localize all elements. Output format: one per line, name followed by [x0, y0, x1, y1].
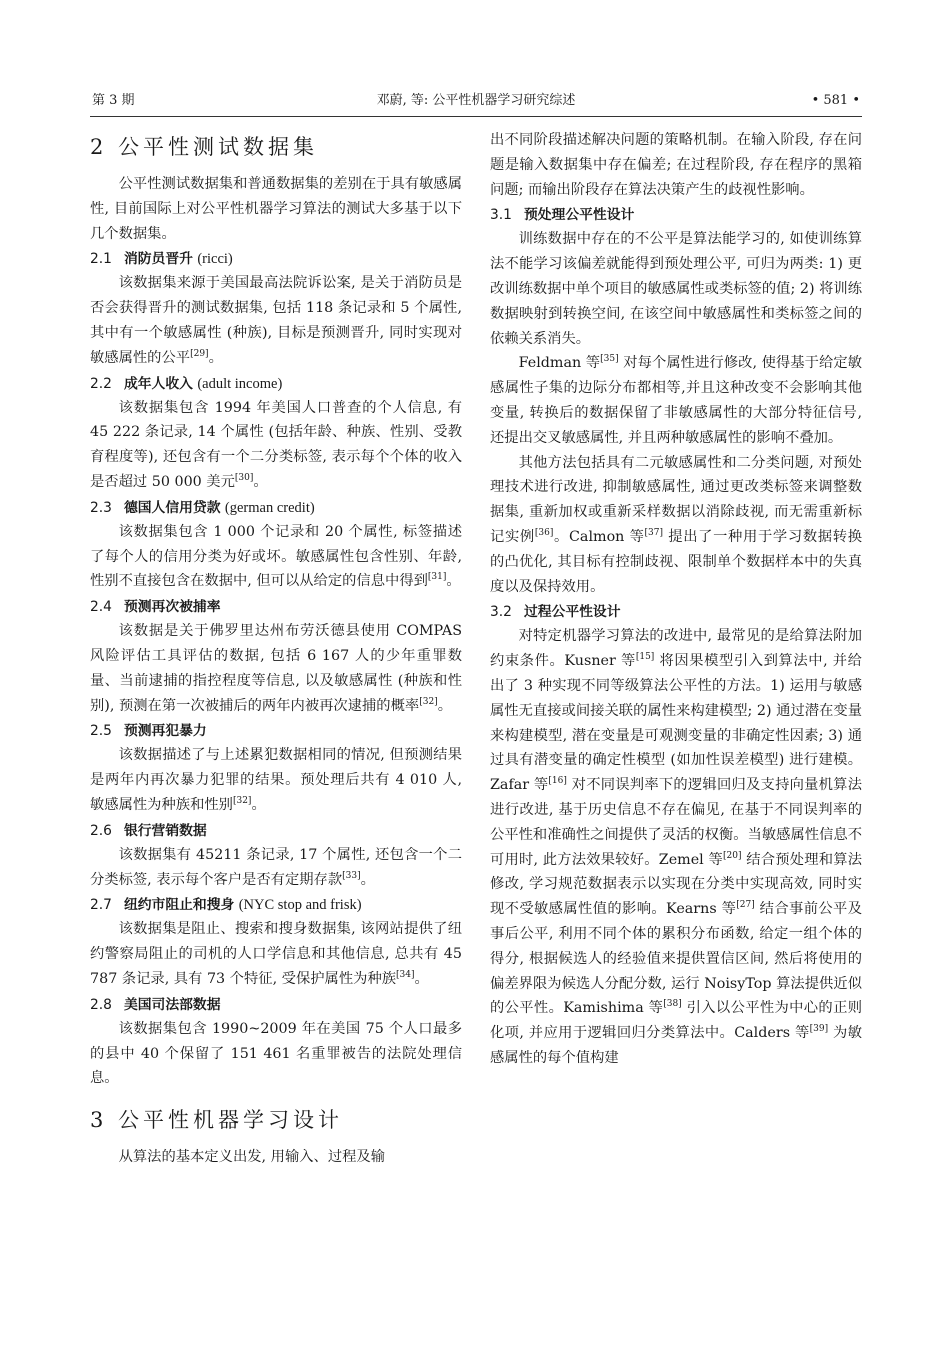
subsection-2-6-heading — [90, 819, 462, 843]
subsection-english: (ricci) — [197, 251, 233, 268]
citation[interactable]: [37] — [644, 527, 664, 538]
subsection-number: 3.1 — [490, 207, 512, 224]
subsection-title: 纽约市阻止和搜身 — [123, 897, 235, 914]
citation[interactable]: [32] — [419, 696, 438, 707]
subsection-2-3-heading — [90, 496, 462, 520]
subsection-2-7-heading — [90, 893, 462, 917]
citation[interactable]: [38] — [663, 999, 682, 1010]
paragraph: 该数据集包含 1 000 个记录和 20 个属性, 标签描述了每个人的信用分类为好或坏。敏感属性包含性别、年龄, 性别不直接包含在数据中, 但可以从给定的信息中得到[31]。 — [90, 523, 462, 590]
citation[interactable]: [36] — [534, 527, 554, 538]
subsection-number: 2.6 — [90, 822, 112, 839]
right-column — [490, 128, 862, 1071]
subsection-number: 2.8 — [90, 996, 112, 1013]
citation[interactable]: [32] — [232, 795, 252, 806]
subsection-number: 3.2 — [490, 604, 512, 621]
subsection-number: 2.4 — [90, 599, 112, 616]
paragraph: 该数据集有 45211 条记录, 17 个属性, 还包含一个二分类标签, 表示每个客户是否有定期存款[33]。 — [90, 846, 462, 888]
subsection-number: 2.1 — [90, 251, 112, 268]
subsection-title: 预测再犯暴力 — [123, 723, 207, 740]
citation[interactable]: [34] — [396, 969, 415, 980]
subsection-2-4-heading — [90, 595, 462, 619]
paragraph: 该数据集来源于美国最高法院诉讼案, 是关于消防员是否会获得晋升的测试数据集, 包括 118 条记录和 5 个属性, 其中有一个敏感属性 (种族), 目标是预测晋升, 同时实现对敏感属性的公平[29]。 — [90, 275, 462, 366]
citation[interactable]: [15] — [635, 652, 655, 663]
subsection-title: 预测再次被捕率 — [123, 599, 221, 616]
subsection-english: (NYC stop and frisk) — [238, 897, 362, 914]
paragraph: 对特定机器学习算法的改进中, 最常见的是给算法附加约束条件。Kusner 等[15] 将因果模型引入到算法中, 并给出了 3 种实现不同等级算法公平性的方法。1) 运用与敏感属性无直接或间接关联的属性来构建模型; 2) 通过潜在变量来构建模型, 潜在变量是可观测变量的非确定性因素; 3) 通过具有潜变量的确定性模型 (如加性误差模型) 进行建模。Zafar 等[16] 对不同误判率下的逻辑回归及支持向量机算法进行改进, 基于历史信息不存在偏见, 在基于不同误判率的公平性和准确性之间提供了灵活的权衡。当敏感属性信息不可用时, 此方法效果较好。Zemel 等[20] 结合预处理和算法修改, 学习规范数据表示以实现在分类中实现高效, 同时实现不受敏感属性值的影响。Kearns 等[27] 结合事前公平及事后公平, 利用不同个体的累积分布函数, 给定一组个体的得分, 根据候选人的经验值来提供置信区间, 然后将使用的偏差界限为候选人分配分数, 运行 NoisyTop 算法提供近似的公平性。Kamishima 等[38] 引入以公平性为中心的正则化项, 并应用于逻辑回归分类算法中。Calders 等[39] 为敏感属性的每个值构建 — [490, 628, 863, 1066]
citation[interactable]: [29] — [190, 348, 209, 359]
paragraph: 该数据描述了与上述累犯数据相同的情况, 但预测结果是两年内再次暴力犯罪的结果。预处理后共有 4 010 人, 敏感属性为种族和性别[32]。 — [90, 747, 462, 813]
section-2-heading: 2 公平性测试数据集 — [90, 135, 319, 159]
subsection-number: 2.2 — [90, 375, 112, 392]
citation[interactable]: [20] — [722, 850, 742, 861]
subsection-2-1-heading — [90, 247, 462, 271]
subsection-2-2-heading — [90, 372, 462, 396]
subsection-title: 过程公平性设计 — [523, 604, 621, 621]
citation[interactable]: [16] — [548, 776, 567, 787]
issue-number: 第 3 期 — [92, 93, 135, 108]
paragraph: Feldman 等[35] 对每个属性进行修改, 使得基于给定敏感属性子集的边际分布都相等,并且这种改变不会影响其他变量, 转换后的数据保留了非敏感属性的大部分特征信号, 还提出交叉敏感属性, 并且两种敏感属性的影响不叠加。 — [490, 354, 863, 446]
citation[interactable]: [27] — [736, 900, 755, 911]
subsection-2-8-heading — [90, 993, 462, 1017]
paragraph: 该数据集是阻止、搜索和搜身数据集, 该网站提供了纽约警察局阻止的司机的人口学信息和其他信息, 总共有 45 787 条记录, 具有 73 个特征, 受保护属性为种族[34]。 — [90, 921, 462, 987]
paragraph-continued: 出不同阶段描述解决问题的策略机制。在输入阶段, 存在问题是输入数据集中存在偏差; 在过程阶段, 存在程序的黑箱问题; 而输出阶段存在算法决策产生的歧视性影响。 — [490, 132, 862, 198]
subsection-number: 2.5 — [90, 723, 112, 740]
subsection-title: 成年人收入 — [123, 375, 193, 392]
paragraph: 该数据集包含 1994 年美国人口普查的个人信息, 有 45 222 条记录, 14 个属性 (包括年龄、种族、性别、受教育程度等), 还包含有一个二分类标签, 表示每个个体的收入是否超过 50 000 美元[30]。 — [90, 399, 462, 490]
subsection-2-5-heading — [90, 719, 462, 743]
subsection-title: 预处理公平性设计 — [523, 207, 635, 224]
subsection-number: 2.7 — [90, 897, 112, 914]
running-title: 邓蔚, 等: 公平性机器学习研究综述 — [376, 93, 576, 108]
section-3-intro: 从算法的基本定义出发, 用输入、过程及输 — [118, 1149, 386, 1166]
citation[interactable]: [31] — [427, 572, 447, 583]
citation[interactable]: [30] — [234, 472, 254, 483]
subsection-title: 银行营销数据 — [123, 822, 207, 839]
running-header — [90, 90, 862, 117]
subsection-number: 2.3 — [90, 499, 112, 516]
subsection-english: (german credit) — [224, 499, 315, 516]
citation[interactable]: [39] — [809, 1024, 829, 1035]
paragraph: 该数据集包含 1990~2009 年在美国 75 个人口最多的县中 40 个保留了 151 461 名重罪被告的法院处理信息。 — [90, 1020, 462, 1087]
subsection-title: 德国人信用贷款 — [123, 499, 221, 516]
subsection-3-1-heading — [490, 203, 862, 227]
subsection-title: 消防员晋升 — [123, 251, 193, 268]
subsection-title: 美国司法部数据 — [123, 996, 221, 1013]
subsection-3-2-heading — [490, 600, 862, 624]
citation[interactable]: [35] — [600, 354, 619, 365]
left-column — [90, 128, 462, 1170]
paragraph: 该数据是关于佛罗里达州布劳沃德县使用 COMPAS 风险评估工具评估的数据, 包括 6 167 人的少年重罪数量、当前逮捕的指控程度等信息, 以及敏感属性 (种族和性别), 预测在第一次被捕后的两年内被再次逮捕的概率[32]。 — [90, 623, 462, 714]
paragraph: 训练数据中存在的不公平是算法能学习的, 如使训练算法不能学习该偏差就能得到预处理公平, 可归为两类: 1) 更改训练数据中单个项目的敏感属性或类标签的值; 2) 将训练数据映射到转换空间, 在该空间中敏感属性和类标签之间的依赖关系消失。 — [490, 231, 862, 347]
paragraph: 其他方法包括具有二元敏感属性和二分类问题, 对预处理技术进行改进, 抑制敏感属性, 通过更改类标签来调整数据集, 重新加权或重新采样数据以消除歧视, 而无需重新标记实例[36]。Calmon 等[37] 提出了一种用于学习数据转换的凸优化, 其目标有控制歧视、限制单个数据样本中的失真度以及保持效用。 — [490, 454, 863, 595]
citation[interactable]: [33] — [342, 870, 361, 881]
subsection-english: (adult income) — [197, 375, 283, 392]
section-3-heading: 3 公平性机器学习设计 — [90, 1108, 344, 1133]
section-2-intro: 公平性测试数据集和普通数据集的差别在于具有敏感属性, 目前国际上对公平性机器学习算法的测试大多基于以下几个数据集。 — [90, 176, 462, 242]
page-number: • 581 • — [811, 93, 860, 108]
